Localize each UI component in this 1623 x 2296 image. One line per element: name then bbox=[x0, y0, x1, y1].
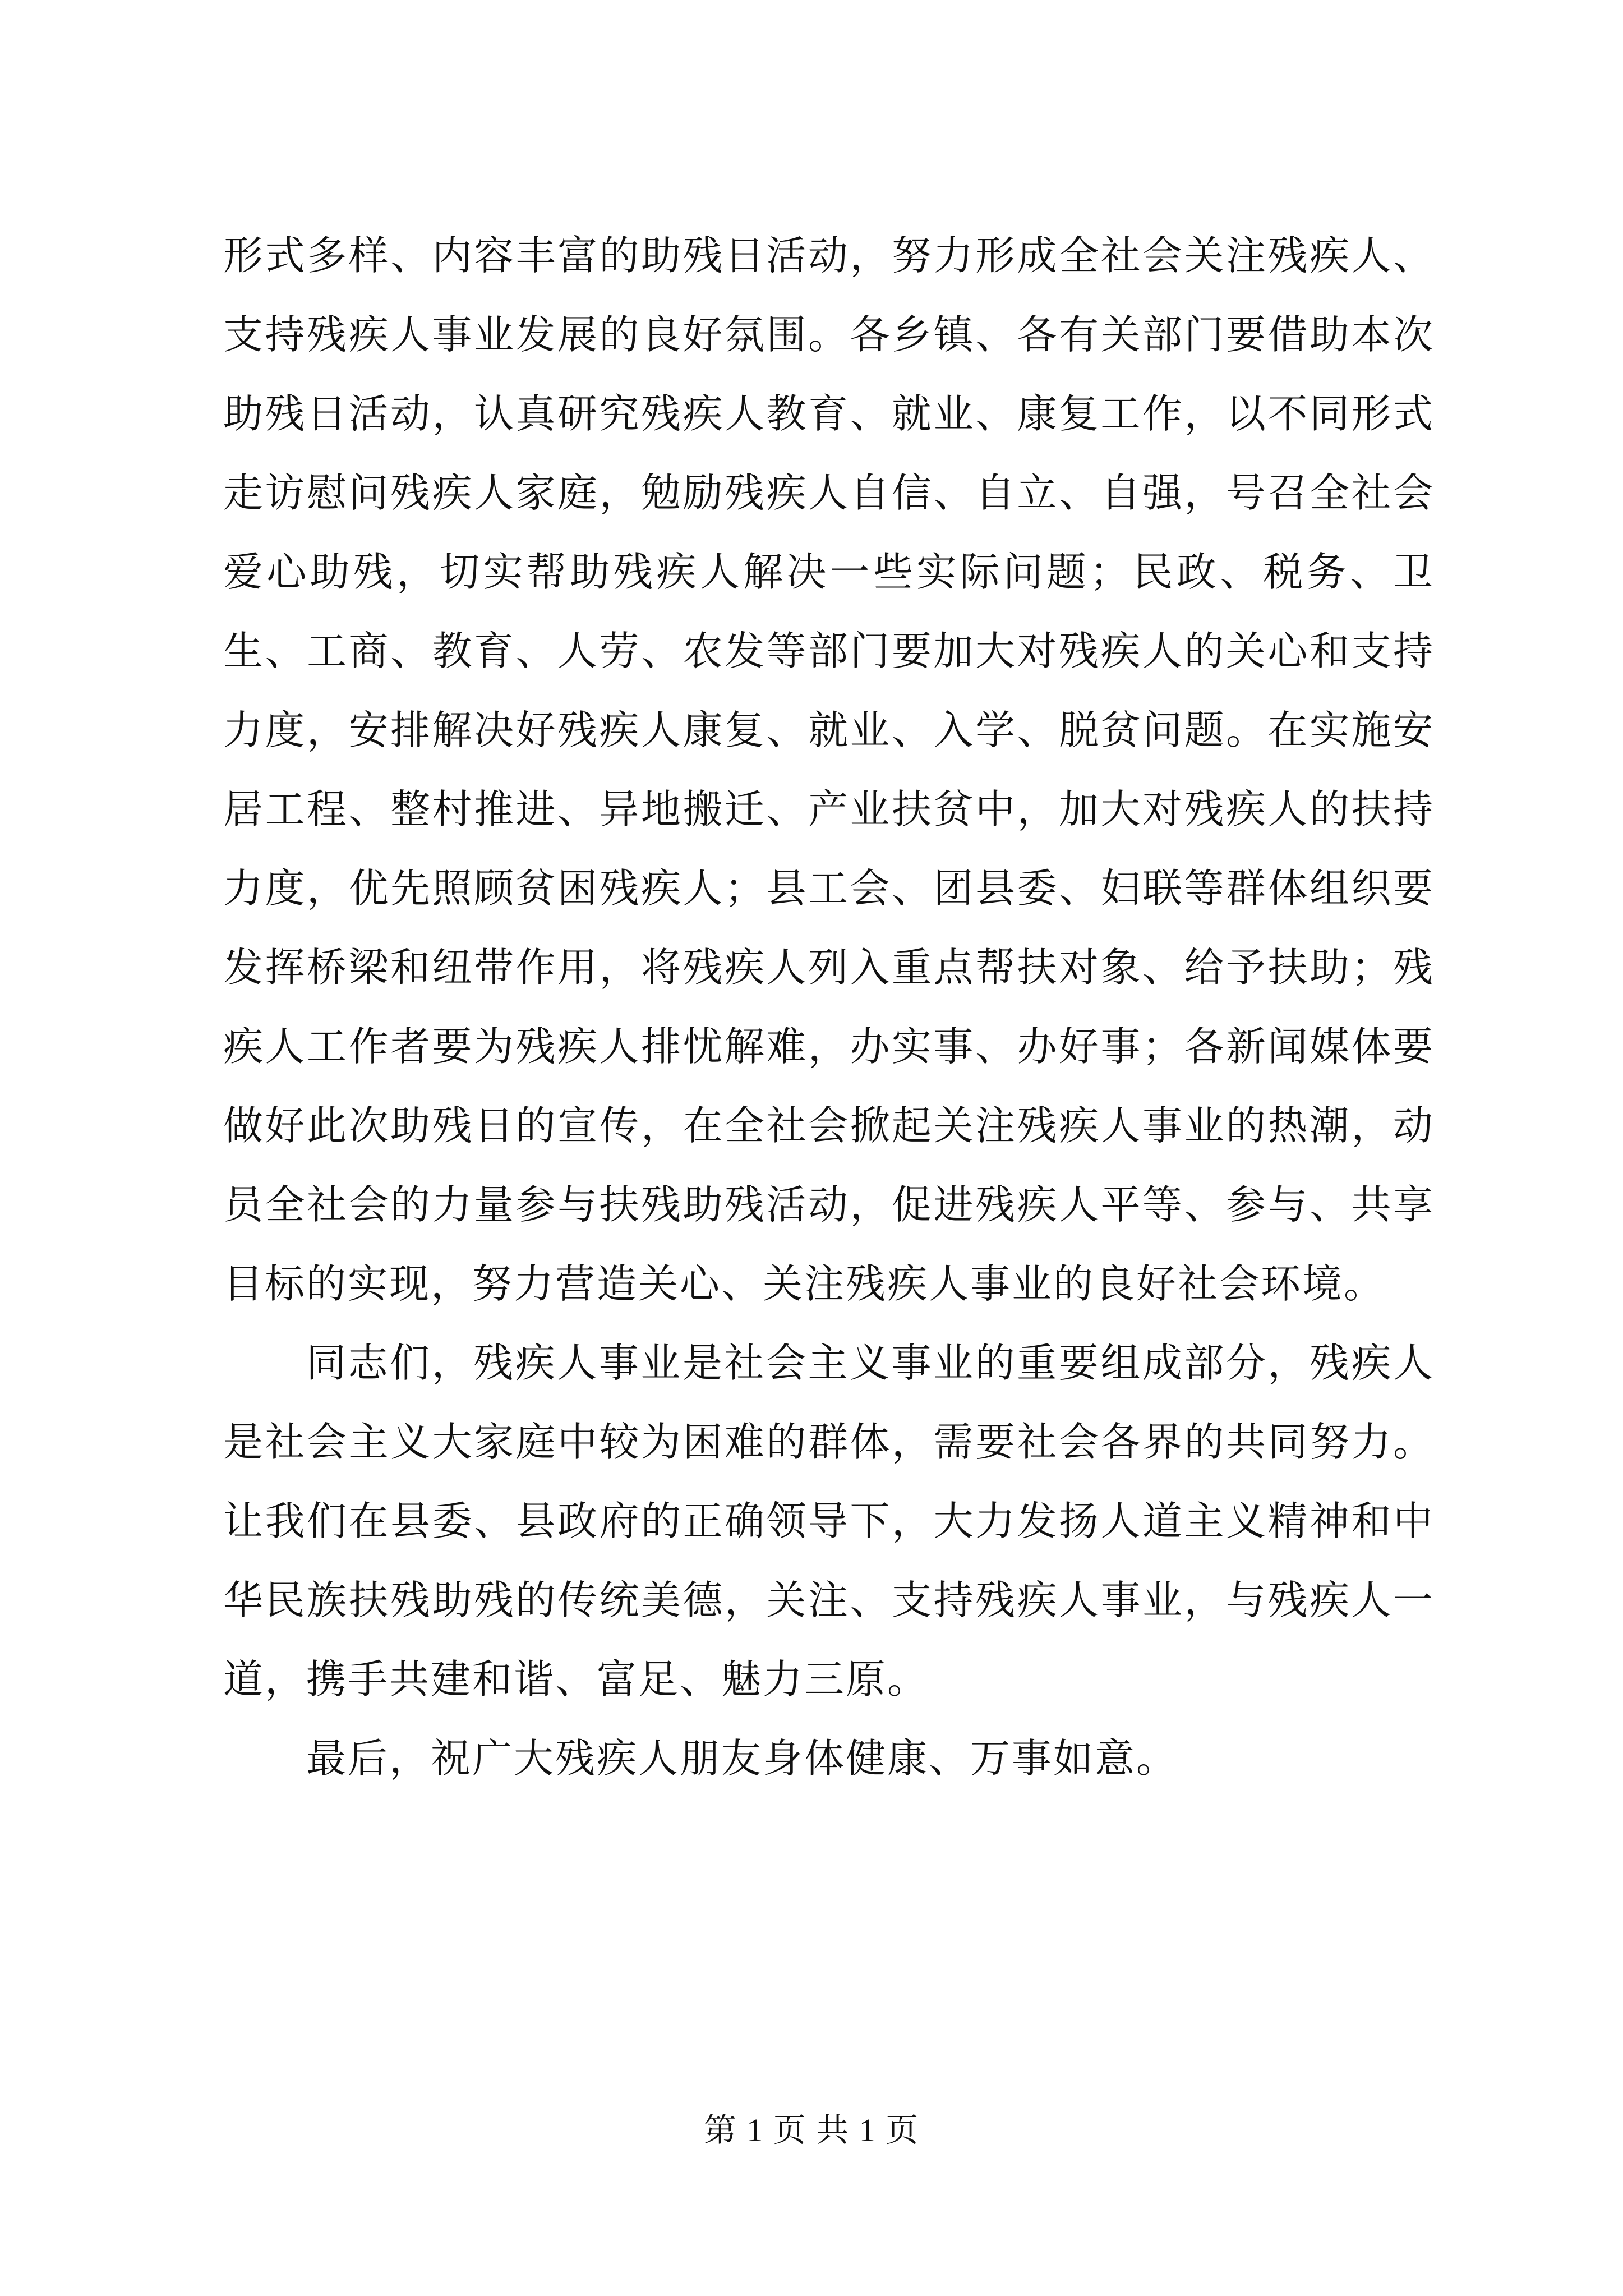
document-body bbox=[223, 216, 1435, 1798]
paragraph-activities: 形式多样、内容丰富的助残日活动，努力形成全社会关注残疾人、支持残疾人事业发展的良好氛围。各乡镇、各有关部门要借助本次助残日活动，认真研究残疾人教育、就业、康复工作，以不同形式走访慰问残疾人家庭，勉励残疾人自信、自立、自强，号召全社会爱心助残，切实帮助残疾人解决一些实际问题；民政、税务、卫生、工商、教育、人劳、农发等部门要加大对残疾人的关心和支持力度，安排解决好残疾人康复、就业、入学、脱贫问题。在实施安居工程、整村推进、异地搬迁、产业扶贫中，加大对残疾人的扶持力度，优先照顾贫困残疾人；县工会、团县委、妇联等群体组织要发挥桥梁和纽带作用，将残疾人列入重点帮扶对象、给予扶助；残疾人工作者要为残疾人排忧解难，办实事、办好事；各新闻媒体要做好此次助残日的宣传，在全社会掀起关注残疾人事业的热潮，动员全社会的力量参与扶残助残活动，促进残疾人平等、参与、共享目标的实现，努力营造关心、关注残疾人事业的良好社会环境。 bbox=[223, 232, 1435, 1307]
paragraph-closing-wishes: 最后，祝广大残疾人朋友身体健康、万事如意。 bbox=[306, 1735, 1178, 1782]
paragraph-comrades: 同志们，残疾人事业是社会主义事业的重要组成部分，残疾人是社会主义大家庭中较为困难的群体，需要社会各界的共同努力。让我们在县委、县政府的正确领导下，大力发扬人道主义精神和中华民族扶残助残的传统美德，关注、支持残疾人事业，与残疾人一道，携手共建和谐、富足、魅力三原。 bbox=[223, 1340, 1435, 1703]
page-number-footer: 第 1 页 共 1 页 bbox=[703, 2112, 920, 2148]
